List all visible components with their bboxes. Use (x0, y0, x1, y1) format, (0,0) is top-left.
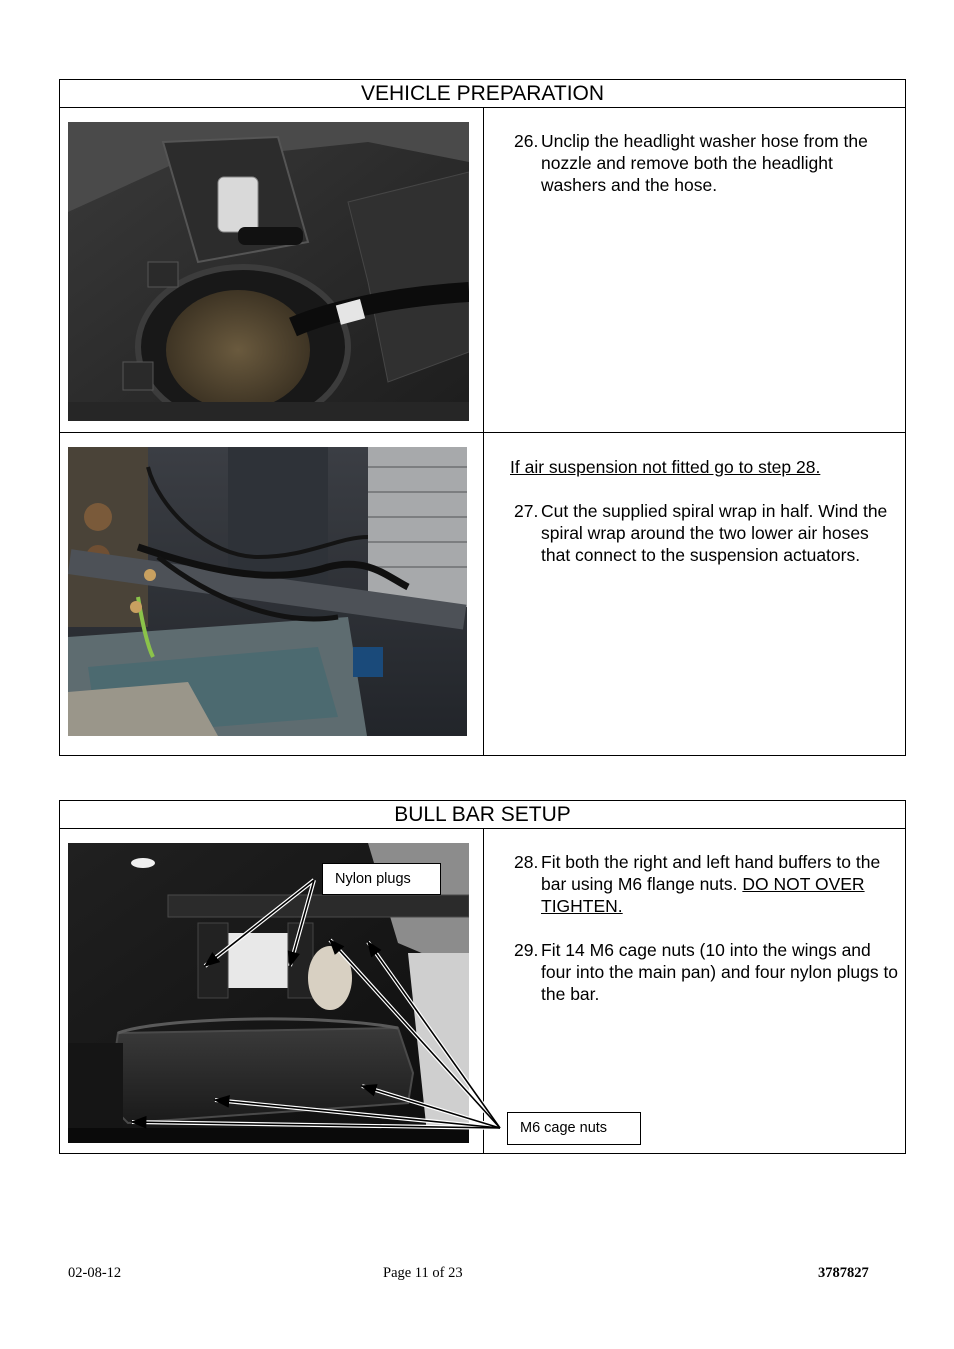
warning-text: DO NOT OVER TIGHTEN. (541, 874, 865, 916)
step-26-text-block (510, 130, 902, 196)
section-title: BULL BAR SETUP (60, 801, 905, 829)
m6-cage-nuts-callout: M6 cage nuts (507, 1112, 641, 1145)
footer-date: 02-08-12 (68, 1265, 122, 1281)
skip-note: If air suspension not fitted go to step 28. (510, 457, 821, 477)
step-text: Fit 14 M6 cage nuts (10 into the wings and four into the main pan) and four nylon plugs to the bar. (541, 940, 899, 1004)
nylon-plugs-callout: Nylon plugs (322, 863, 441, 895)
footer-document-number: 3787827 (818, 1265, 869, 1281)
headlight-washer-photo (68, 122, 469, 421)
column-divider (483, 433, 484, 755)
step-text: Cut the supplied spiral wrap in half. Wind the spiral wrap around the two lower air hoses that connect to the suspension actuators. (541, 501, 888, 565)
step-29 (510, 939, 902, 1005)
step-27 (510, 500, 902, 566)
vehicle-preparation-section (59, 79, 906, 756)
step-28-29-row (60, 829, 905, 1153)
step-27-text-block (510, 456, 902, 566)
step-28 (510, 851, 902, 917)
steps-28-29-text-block (510, 851, 902, 1005)
step-number: 26. (514, 131, 539, 151)
spiral-wrap-air-hoses-photo (68, 447, 467, 736)
step-number: 29. (514, 940, 539, 960)
bull-bar-setup-section (59, 800, 906, 1154)
section-title: VEHICLE PREPARATION (60, 80, 905, 108)
step-26-row (60, 108, 905, 432)
step-number: 28. (514, 852, 539, 872)
step-number: 27. (514, 501, 539, 521)
step-text: Fit both the right and left hand buffers to the bar using M6 flange nuts. (541, 852, 881, 894)
footer-page-number: Page 11 of 23 (383, 1265, 463, 1281)
step-26 (510, 130, 902, 196)
column-divider (483, 829, 484, 1153)
column-divider (483, 108, 484, 432)
step-text: Unclip the headlight washer hose from the nozzle and remove both the headlight washers and the hose. (541, 131, 868, 195)
step-27-row (60, 432, 905, 755)
